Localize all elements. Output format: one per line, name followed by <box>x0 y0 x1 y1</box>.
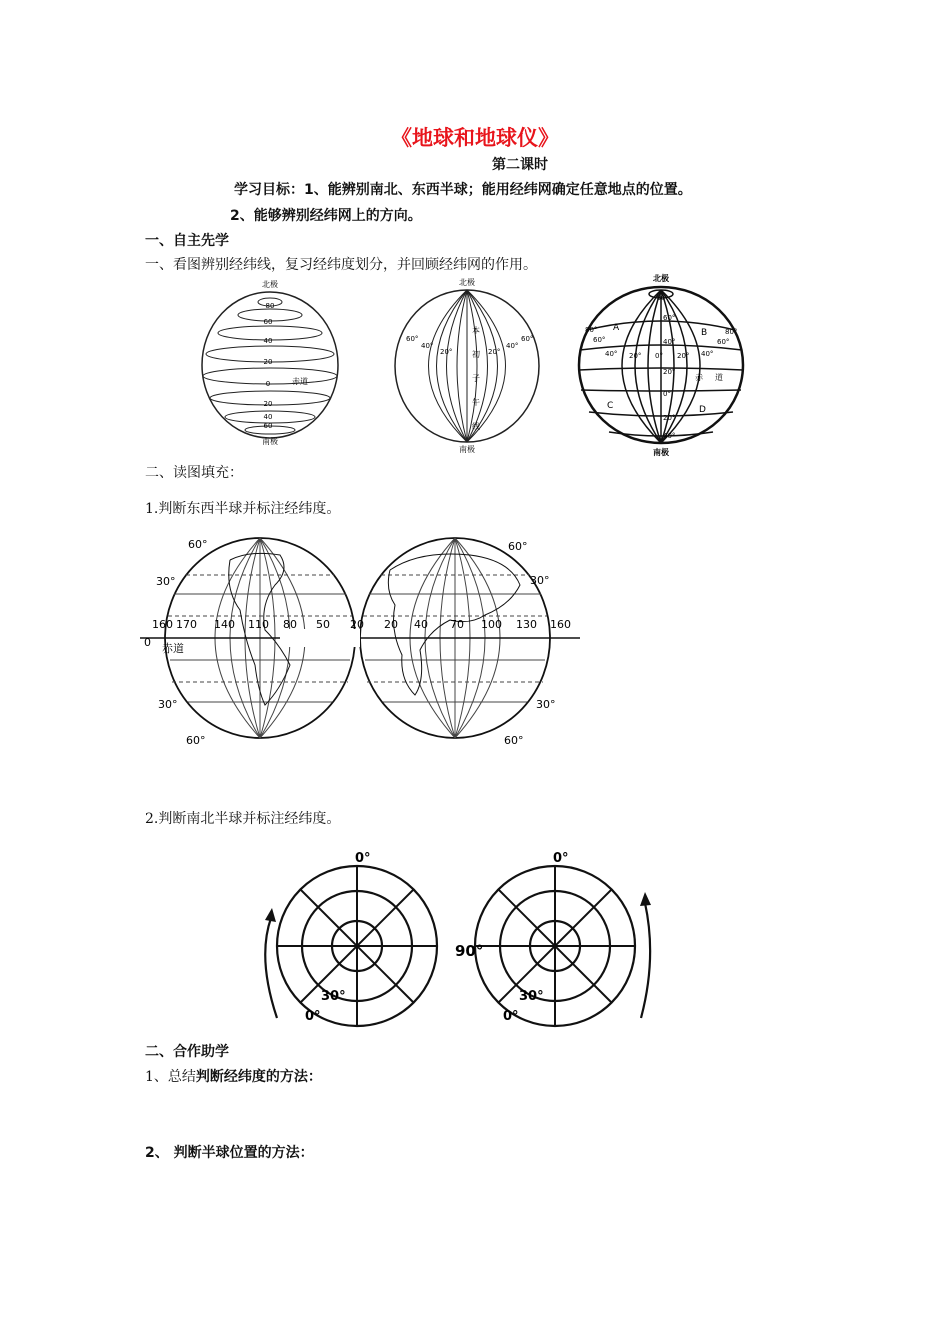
lon-label: 60° <box>521 335 534 343</box>
lat-label-left: 30° <box>158 698 178 711</box>
equator-char: 道 <box>715 373 723 382</box>
equator-label: 赤道 <box>292 377 308 386</box>
longitude-globe-figure <box>388 274 546 456</box>
lat-label-left: 0 <box>144 636 151 649</box>
polar-left-30-label: 30° <box>321 989 346 1004</box>
lat-label-right: 60° <box>508 540 528 553</box>
polar-left-bottom-label: 0° <box>305 1009 321 1024</box>
point-b-label: B <box>701 328 708 338</box>
lon-label: 20° <box>440 348 453 356</box>
question-1-text: 1.判断东西半球并标注经纬度。 <box>145 501 341 517</box>
lon-label-east: 20° <box>677 352 690 360</box>
lon-label-east: 100 <box>481 618 502 631</box>
lon-label: 20° <box>488 348 501 356</box>
instruction-text: 一、看图辨别经纬线，复习经纬度划分，并回顾经纬网的作用。 <box>145 257 537 273</box>
lat-label: 20 <box>263 400 273 408</box>
lon-label-east: 130 <box>516 618 537 631</box>
objective-line-2: 2、能够辨别经纬网上的方向。 <box>230 208 422 224</box>
polar-maps-figure <box>255 848 675 1028</box>
polar-right-bottom-label: 0° <box>503 1009 519 1024</box>
lat-label-left: 30° <box>156 575 176 588</box>
meridian-char: 子 <box>472 374 480 383</box>
north-pole-label: 北极 <box>653 274 669 283</box>
lon-label-east: 40° <box>701 350 714 358</box>
lon-label-west: 20° <box>629 352 642 360</box>
cooperative-question-2: 2、 判断半球位置的方法： <box>145 1145 314 1161</box>
south-pole-label: 南极 <box>653 448 669 457</box>
lon-label-west: 80° <box>585 326 598 334</box>
lon-label-west: 170 <box>176 618 197 631</box>
lat-label: 20° <box>663 414 676 422</box>
polar-left-top-label: 0° <box>355 851 371 866</box>
lon-label-west: 110 <box>248 618 269 631</box>
lat-label: 20 <box>263 358 273 366</box>
lon-label: 40° <box>506 342 519 350</box>
question-2-text: 2.判断南北半球并标注经纬度。 <box>145 811 341 827</box>
point-c-label: C <box>607 401 614 411</box>
lon-label-east: 160 <box>550 618 571 631</box>
question-1-rest: 判断经纬度的方法： <box>195 1069 322 1085</box>
graticule-globe-figure <box>573 272 748 462</box>
hemisphere-maps-figure <box>140 530 580 752</box>
polar-right-30-label: 30° <box>519 989 544 1004</box>
lat-label-right: 60° <box>504 734 524 747</box>
lat-label: 0° <box>663 390 671 398</box>
cooperative-question-1 <box>145 1066 322 1086</box>
polar-middle-label: 90° <box>455 942 484 960</box>
lat-label: 60 <box>263 422 273 430</box>
lat-label: 40 <box>263 413 273 421</box>
lon-label: 60° <box>406 335 419 343</box>
south-pole-label: 南极 <box>262 437 278 446</box>
lat-label: 80 <box>265 302 275 310</box>
meridian-char: 本 <box>472 326 480 335</box>
lon-label-east: 60° <box>717 338 730 346</box>
equator-char: 赤 <box>695 373 703 382</box>
lon-label-east: 80° <box>725 328 738 336</box>
lat-label: 60° <box>663 314 676 322</box>
page-title: 《地球和地球仪》 <box>391 126 559 150</box>
lon-label-west: 40° <box>605 350 618 358</box>
lat-label: 20° <box>663 368 676 376</box>
question-1-prefix: 1、总结 <box>145 1069 196 1085</box>
objective-line-1: 学习目标：1、能辨别南北、东西半球；能用经纬网确定任意地点的位置。 <box>234 182 692 198</box>
lat-label: 0 <box>265 380 271 388</box>
south-pole-label: 南极 <box>459 445 475 454</box>
lon-label: 40° <box>421 342 434 350</box>
lon-label-west: 50 <box>316 618 330 631</box>
section-heading-cooperative: 二、合作助学 <box>145 1044 229 1060</box>
lon-label-west: 160 <box>152 618 173 631</box>
lon-label-west: 80 <box>283 618 297 631</box>
lat-label-left: 60° <box>186 734 206 747</box>
lat-label: 80° <box>657 295 668 302</box>
equator-label: 赤道 <box>162 642 184 655</box>
latitude-globe-figure <box>195 278 345 446</box>
point-a-label: A <box>613 323 620 333</box>
lon-label-east: 70 <box>450 618 464 631</box>
lat-label-left: 60° <box>188 538 208 551</box>
lat-label: 40° <box>663 338 676 346</box>
lat-label-right: 30° <box>530 574 550 587</box>
north-pole-label: 北极 <box>459 278 475 287</box>
lon-label-west: 60° <box>593 336 606 344</box>
lat-label: 40 <box>263 337 273 345</box>
lon-label-west: 140 <box>214 618 235 631</box>
lat-label: 40° <box>663 432 676 440</box>
polar-right-top-label: 0° <box>553 851 569 866</box>
section-heading-self-study: 一、自主先学 <box>145 233 229 249</box>
lon-label-east: 20 <box>384 618 398 631</box>
page-subtitle: 第二课时 <box>492 157 548 173</box>
point-d-label: D <box>699 405 706 415</box>
lon-label-west: 20 <box>350 618 364 631</box>
meridian-char: 午 <box>472 398 480 407</box>
lat-label-right: 30° <box>536 698 556 711</box>
meridian-char: 线 <box>472 422 480 431</box>
meridian-char: 初 <box>472 350 480 359</box>
section-heading-read-map: 二、读图填充： <box>145 465 243 481</box>
lon-label-east: 40 <box>414 618 428 631</box>
north-pole-label: 北极 <box>262 280 278 289</box>
lon-label-east: 0° <box>655 352 663 360</box>
lat-label: 60 <box>263 318 273 326</box>
